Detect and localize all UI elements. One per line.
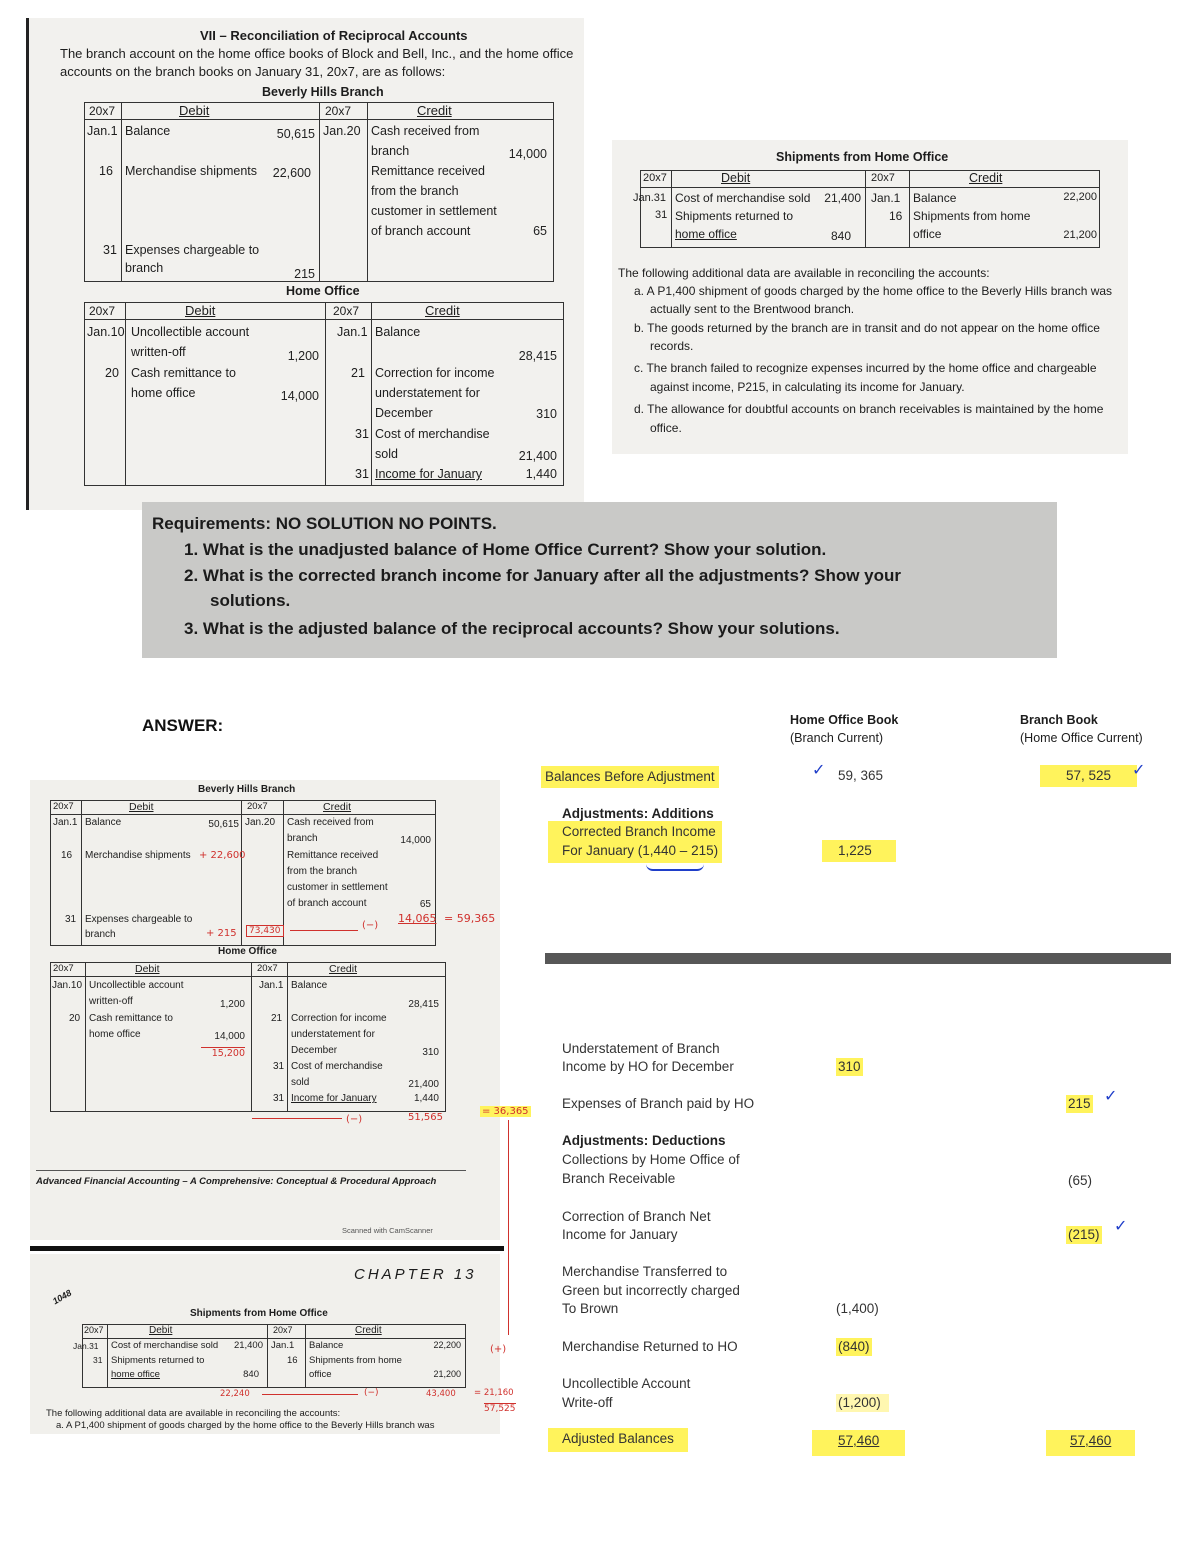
balance-before-branch: 57, 525: [1040, 765, 1137, 787]
a-ship-arrow-line: [262, 1394, 358, 1395]
ship-c1-desc: Balance: [913, 191, 957, 205]
a-bh-c2-l2: from the branch: [287, 866, 358, 877]
bh-c2-l2: from the branch: [371, 184, 459, 198]
bh-r1-desc: Balance: [125, 124, 171, 138]
a-bh-c2-amt: 65: [419, 899, 431, 910]
expenses-amount: 215: [1068, 1096, 1091, 1111]
ho-h-debit: Debit: [185, 303, 216, 318]
ho-c3-l2: sold: [375, 447, 398, 461]
item-c-line-1: c. The branch failed to recognize expenses incurred by the home office and chargeable: [634, 361, 1097, 375]
a-bh-c1-amt: 14,000: [400, 835, 431, 846]
a-ho-c4-amt: 1,440: [413, 1093, 439, 1104]
a-bh-ann-total: 73,430: [246, 925, 284, 937]
a-ship-c2-amt: 21,200: [433, 1369, 461, 1379]
a-ship-c1-desc: Balance: [309, 1340, 344, 1351]
bh-h-year: 20x7: [89, 104, 116, 118]
problem-intro-line-1: The branch account on the home office books of Block and Bell, Inc., and the home office: [60, 46, 574, 61]
book-footer: Advanced Financial Accounting – A Comprehensive: Conceptual & Procedural Approach: [36, 1176, 437, 1187]
correction-net-line-2: Income for January: [562, 1227, 678, 1242]
requirement-3: 3. What is the adjusted balance of the reciprocal accounts? Show your solutions.: [184, 619, 840, 638]
ledger-ship-title: Shipments from Home Office: [776, 150, 949, 164]
bh-h-credit: Credit: [417, 103, 452, 118]
a-ship-h-year2: 20x7: [273, 1325, 293, 1335]
additional-intro: The following additional data are available in reconciling the accounts:: [618, 266, 990, 280]
a-ho-c2-l3: December: [291, 1045, 338, 1056]
a-bh-ann-balance: = 59,365: [444, 912, 496, 925]
a-ship-d1-amt: 21,400: [233, 1340, 263, 1351]
bh-r1-amt: 50,615: [276, 127, 315, 141]
merch-line-2: Green but incorrectly charged: [562, 1283, 740, 1298]
ho-c4-desc: Income for January: [375, 467, 482, 481]
bh-r2-date: 16: [99, 164, 113, 178]
merch-line-1: Merchandise Transferred to: [562, 1264, 728, 1279]
a-ho-c2-l1: Correction for income: [291, 1013, 387, 1024]
answer-ledger-ship: [73, 1324, 466, 1388]
ho-c3-date: 31: [355, 427, 369, 441]
ship-c2-l2: office: [913, 227, 942, 241]
check-icon-expenses: ✓: [1104, 1086, 1118, 1105]
a-ship-ann-balance: = 21,160: [474, 1388, 514, 1398]
ship-h-credit: Credit: [969, 171, 1003, 185]
ship-d2-amt: 840: [830, 229, 851, 243]
ship-c1-date: Jan.1: [871, 191, 901, 205]
a-ho-h-year2: 20x7: [257, 963, 278, 974]
ship-c2-l1: Shipments from home: [913, 209, 1031, 223]
a-ho-c3-amt: 21,400: [408, 1079, 439, 1090]
ho-c1-amt: 28,415: [518, 349, 557, 363]
collections-amount: (65): [1068, 1173, 1093, 1188]
ho-d1-l1: Uncollectible account: [131, 325, 250, 339]
a-ship-d2-l2: home office: [111, 1369, 160, 1380]
answer-label: ANSWER:: [142, 716, 224, 735]
a-bh-r3-desc-1: Expenses chargeable to: [85, 914, 193, 925]
col2-subtitle: (Home Office Current): [1020, 731, 1143, 745]
ship-c2-amt: 21,200: [1063, 229, 1097, 241]
ship-d1-date: Jan.31: [633, 192, 667, 204]
a-ho-c4-desc: Income for January: [291, 1093, 377, 1104]
a-ship-item-a: a. A P1,400 shipment of goods charged by the home office to the Beverly Hills branch was: [56, 1420, 435, 1431]
a-bh-r1-amt: 50,615: [208, 819, 239, 830]
ho-h-year2: 20x7: [333, 304, 360, 318]
a-bh-c1-date: Jan.20: [245, 817, 276, 828]
a-ho-c1-date: Jan.1: [259, 980, 284, 991]
scanned-label: Scanned with CamScanner: [342, 1226, 433, 1235]
ho-d1-amt: 1,200: [287, 349, 319, 363]
item-d-line-2: office.: [650, 421, 682, 435]
a-ho-c2-l2: understatement for: [291, 1029, 375, 1040]
ho-d2-l1: Cash remittance to: [131, 366, 236, 380]
ho-h-year: 20x7: [89, 304, 116, 318]
a-ship-c1-amt: 22,200: [433, 1340, 461, 1350]
ans-bh-title: Beverly Hills Branch: [198, 784, 296, 795]
ho-d2-l2: home office: [131, 386, 196, 400]
a-bh-h-year2: 20x7: [247, 801, 268, 812]
collections-line-1: Collections by Home Office of: [562, 1152, 740, 1167]
a-bh-arrow-line: [290, 930, 358, 931]
a-ho-d2-l2: home office: [89, 1029, 141, 1040]
ho-c2-l1: Correction for income: [375, 366, 495, 380]
a-ship-c2-l1: Shipments from home: [309, 1355, 402, 1366]
col2-title: Branch Book: [1020, 713, 1098, 727]
a-ship-minus: (−): [364, 1388, 379, 1398]
bh-r3-amt: 215: [294, 267, 315, 281]
requirements-heading: [152, 514, 497, 534]
a-ship-ann-credit: 43,400: [426, 1389, 456, 1399]
adjusted-ho: 57,460: [812, 1430, 905, 1456]
ho-d1-l2: written-off: [131, 345, 186, 359]
item-c-line-2: against income, P215, in calculating its income for January.: [650, 380, 965, 394]
chapter-label: CHAPTER 13: [354, 1266, 477, 1283]
bh-r2-desc: Merchandise shipments: [125, 164, 258, 178]
item-b-line-2: records.: [650, 339, 694, 353]
col1-title: Home Office Book: [790, 713, 899, 727]
bh-h-year2: 20x7: [325, 104, 352, 118]
a-bh-c2-l1: Remittance received: [287, 850, 379, 861]
bh-c2-amt: 65: [533, 224, 547, 238]
ho-d2-date: 20: [105, 366, 119, 380]
a-bh-h-year: 20x7: [53, 801, 74, 812]
a-bh-merch-plus: + 22,600: [199, 850, 246, 861]
a-ship-d2-amt: 840: [243, 1369, 259, 1380]
ho-c1-date: Jan.1: [337, 325, 368, 339]
corrected-income-amount: 1,225: [822, 840, 896, 862]
ledger-ho: [84, 302, 564, 486]
a-ho-d2-date: 20: [69, 1013, 81, 1024]
a-ho-c3-l1: Cost of merchandise: [291, 1061, 383, 1072]
ho-c4-amt: 1,440: [525, 467, 557, 481]
ship-c1-amt: 22,200: [1063, 191, 1097, 203]
bh-c1-l1: Cash received from: [371, 124, 480, 138]
book-footer-rule: [36, 1170, 466, 1171]
collections-line-2: Branch Receivable: [562, 1171, 676, 1186]
ho-c2-l2: understatement for: [375, 386, 480, 400]
a-bh-r2-desc: Merchandise shipments: [85, 850, 191, 861]
ledger-ship: [633, 170, 1100, 248]
returned-amount: (840): [838, 1339, 870, 1354]
a-ship-h-year: 20x7: [84, 1325, 104, 1335]
corrected-income-underline: [646, 864, 704, 871]
a-bh-r2-date: 16: [61, 850, 73, 861]
section-divider: [545, 953, 1171, 964]
a-bh-r3-date: 31: [65, 914, 77, 925]
a-ho-c3-date: 31: [273, 1061, 285, 1072]
uncollectible-line-1: Uncollectible Account: [562, 1376, 691, 1391]
a-bh-minus: (−): [362, 920, 379, 931]
a-ho-d1-amt: 1,200: [219, 999, 245, 1010]
ans-ship-title: Shipments from Home Office: [190, 1308, 328, 1319]
a-ho-h-credit: Credit: [329, 963, 358, 975]
a-ho-d1-date: Jan.10: [52, 980, 83, 991]
a-bh-h-credit: Credit: [323, 801, 352, 813]
a-ship-ann-debit: 22,240: [220, 1389, 250, 1399]
a-bh-ann-credit: 14,065: [398, 912, 437, 925]
a-bh-ann-215: + 215: [206, 928, 237, 939]
balance-before-ho: 59, 365: [838, 768, 884, 783]
a-ship-c2-l2: office: [309, 1369, 332, 1380]
a-ho-c1-amt: 28,415: [408, 999, 439, 1010]
a-bh-r3-desc-2: branch: [85, 929, 116, 940]
answer-red-connector: [508, 1120, 509, 1335]
a-ho-d2-amt: 14,000: [214, 1031, 245, 1042]
a-ho-c1-desc: Balance: [291, 980, 328, 991]
corrected-income-line-2: For January (1,440 – 215): [562, 843, 719, 858]
a-ship-h-debit: Debit: [149, 1325, 173, 1336]
returned-label: Merchandise Returned to HO: [562, 1339, 738, 1354]
ho-c1-desc: Balance: [375, 325, 421, 339]
correction-net-line-1: Correction of Branch Net: [562, 1209, 711, 1224]
a-ship-c2-date: 16: [287, 1355, 298, 1366]
ho-d2-amt: 14,000: [280, 389, 319, 403]
bh-c2-l3: customer in settlement: [371, 204, 497, 218]
expenses-label: Expenses of Branch paid by HO: [562, 1096, 755, 1111]
ho-c2-date: 21: [351, 366, 365, 380]
requirement-1: 1. What is the unadjusted balance of Home Office Current? Show your solution.: [184, 540, 827, 559]
a-ho-c2-date: 21: [271, 1013, 283, 1024]
a-ho-arrow-line: [252, 1118, 342, 1119]
a-ho-d1-l1: Uncollectible account: [89, 980, 184, 991]
ho-c3-l1: Cost of merchandise: [375, 427, 490, 441]
ship-d2-date: 31: [655, 209, 668, 221]
a-ship-additional-intro: The following additional data are available in reconciling the accounts:: [46, 1408, 341, 1419]
ans-ho-title: Home Office: [218, 946, 277, 957]
ledger-bh: [84, 102, 554, 282]
check-icon-correction: ✓: [1114, 1216, 1128, 1235]
check-icon-ho-balance: ✓: [812, 760, 826, 779]
a-ship-ann-result: 57,525: [484, 1404, 516, 1414]
ship-d2-l2: home office: [675, 227, 737, 241]
ship-c2-date: 16: [889, 209, 903, 223]
bh-r1-date: Jan.1: [87, 124, 118, 138]
problem-title: VII – Reconciliation of Reciprocal Accounts: [200, 28, 468, 43]
requirements-heading-text: Requirements: NO SOLUTION NO POINTS.: [152, 514, 497, 533]
answer-black-rule: [30, 1246, 504, 1251]
a-bh-r1-desc: Balance: [85, 817, 122, 828]
corrected-income-line-1: Corrected Branch Income: [562, 824, 716, 839]
a-ship-d1-date: Jan.31: [73, 1341, 99, 1351]
uncollectible-line-2: Write-off: [562, 1395, 613, 1410]
ho-c2-l3: December: [375, 406, 433, 420]
ship-d1-desc: Cost of merchandise sold: [675, 191, 811, 205]
item-b-line-1: b. The goods returned by the branch are in transit and do not appear on the home office: [634, 321, 1100, 335]
ledger-ho-title: Home Office: [286, 284, 360, 298]
a-bh-c2-l4: of branch account: [287, 898, 367, 909]
ship-h-debit: Debit: [721, 171, 751, 185]
correction-net-amount: (215): [1068, 1227, 1100, 1242]
a-ho-c3-l2: sold: [291, 1077, 310, 1088]
check-icon-br-balance: ✓: [1132, 760, 1146, 779]
ship-d1-amt: 21,400: [824, 191, 861, 205]
bh-c2-l1: Remittance received: [371, 164, 485, 178]
bh-r2-amt: 22,600: [272, 166, 311, 180]
item-a-line-1: a. A P1,400 shipment of goods charged by the home office to the Beverly Hills branch was: [634, 284, 1113, 298]
adjusted-branch: 57,460: [1046, 1430, 1135, 1456]
a-ship-plus: (+): [490, 1344, 507, 1355]
page-number: 1048: [50, 1287, 74, 1307]
understatement-amount: 310: [838, 1059, 861, 1074]
a-ho-h-year: 20x7: [53, 963, 74, 974]
a-ship-d1-desc: Cost of merchandise sold: [111, 1340, 219, 1351]
bh-c1-amt: 14,000: [508, 147, 547, 161]
a-ho-ann-credit-total: 51,565: [408, 1112, 443, 1123]
item-d-line-1: d. The allowance for doubtful accounts on branch receivables is maintained by the home: [634, 402, 1104, 416]
merch-amount: (1,400): [836, 1301, 879, 1316]
adjusted-label: Adjusted Balances: [548, 1428, 688, 1452]
ship-h-year: 20x7: [643, 172, 667, 184]
bh-c1-date: Jan.20: [323, 124, 361, 138]
balances-before-label: Balances Before Adjustment: [541, 766, 719, 788]
merch-line-3: To Brown: [562, 1301, 619, 1316]
understatement-line-1: Understatement of Branch: [562, 1041, 720, 1056]
a-bh-c1-l2: branch: [287, 833, 318, 844]
bh-r3-desc-2: branch: [125, 261, 164, 275]
answer-ledger-ho: [50, 962, 446, 1112]
problem-intro-line-2: accounts on the branch books on January 31, 20x7, are as follows:: [60, 64, 446, 79]
ho-c2-amt: 310: [536, 407, 557, 421]
understatement-line-2: Income by HO for December: [562, 1059, 734, 1074]
a-ho-ann-balance: = 36,365: [482, 1106, 529, 1117]
bh-c1-l2: branch: [371, 144, 410, 158]
ho-d1-date: Jan.10: [87, 325, 125, 339]
a-ship-c1-date: Jan.1: [271, 1340, 295, 1351]
ship-h-year2: 20x7: [871, 172, 895, 184]
item-a-line-2: actually sent to the Brentwood branch.: [650, 302, 855, 316]
a-ho-d2-l1: Cash remittance to: [89, 1013, 173, 1024]
ledger-bh-title: Beverly Hills Branch: [262, 85, 384, 99]
a-ho-c2-amt: 310: [422, 1047, 439, 1058]
a-ship-h-credit: Credit: [355, 1325, 382, 1336]
uncollectible-amount: (1,200): [836, 1394, 889, 1412]
a-ho-d1-l2: written-off: [89, 996, 133, 1007]
ship-d2-l1: Shipments returned to: [675, 209, 794, 223]
ho-c4-date: 31: [355, 467, 369, 481]
requirement-2a: 2. What is the corrected branch income for January after all the adjustments? Show your: [184, 566, 901, 585]
requirement-2b: solutions.: [210, 591, 291, 610]
bh-c2-l4: of branch account: [371, 224, 471, 238]
a-ho-h-debit: Debit: [135, 963, 160, 975]
a-ship-d2-date: 31: [93, 1355, 103, 1365]
bh-h-debit: Debit: [179, 103, 210, 118]
ho-h-credit: Credit: [425, 303, 460, 318]
a-bh-c1-l1: Cash received from: [287, 817, 374, 828]
a-ho-minus: (−): [346, 1114, 363, 1125]
deductions-heading: Adjustments: Deductions: [562, 1133, 726, 1148]
a-ho-c4-date: 31: [273, 1093, 285, 1104]
additions-heading: Adjustments: Additions: [562, 806, 714, 821]
a-ship-d2-l1: Shipments returned to: [111, 1355, 205, 1366]
ho-c3-amt: 21,400: [518, 449, 557, 463]
a-bh-c2-l3: customer in settlement: [287, 882, 388, 893]
bh-r3-date: 31: [103, 243, 117, 257]
col1-subtitle: (Branch Current): [790, 731, 884, 745]
bh-r3-desc-1: Expenses chargeable to: [125, 243, 260, 257]
scan-dark-edge: [26, 18, 29, 510]
a-bh-h-debit: Debit: [129, 801, 154, 813]
a-ho-ann-debit-total: 15,200: [201, 1047, 245, 1059]
a-bh-r1-date: Jan.1: [53, 817, 78, 828]
